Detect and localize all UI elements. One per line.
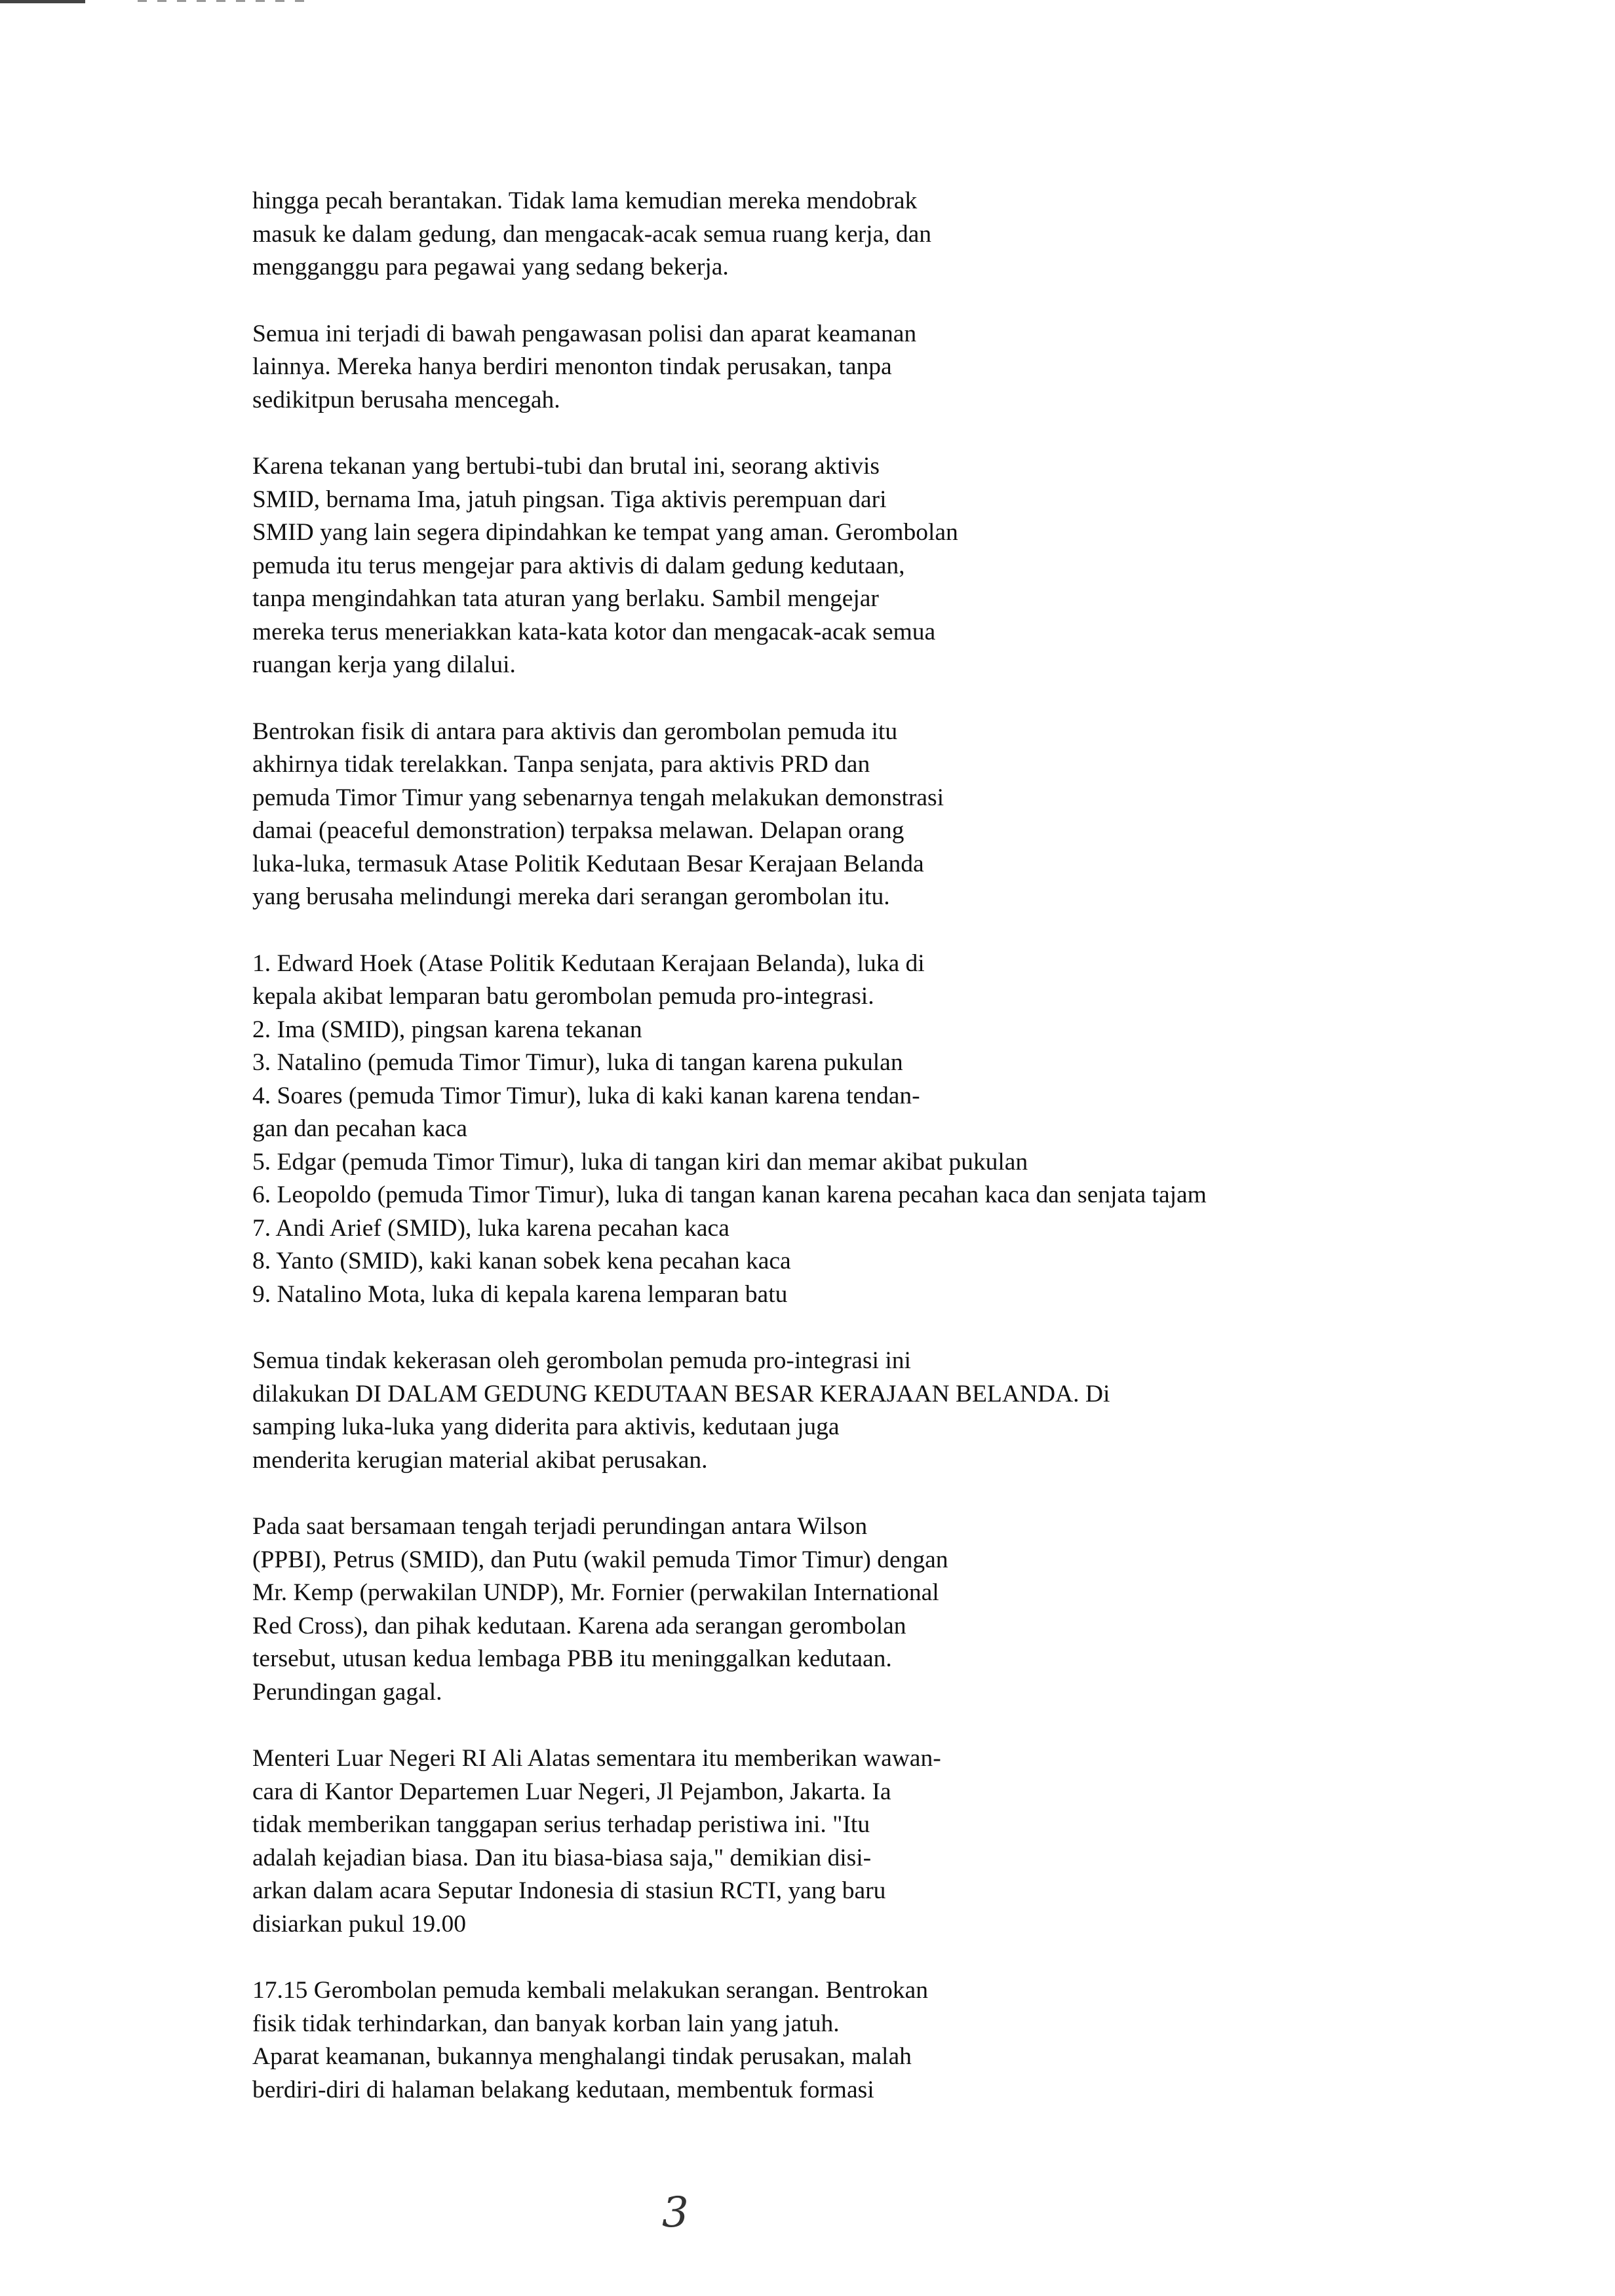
text-line: hingga pecah berantakan. Tidak lama kemudian mereka mendobrak [252, 187, 918, 214]
text-line: 6. Leopoldo (pemuda Timor Timur), luka di tangan kanan karena pecahan kaca dan senjata tajam [252, 1181, 1207, 1208]
scan-edge-dashes [138, 0, 308, 2]
text-line: Aparat keamanan, bukannya menghalangi tindak perusakan, malah [252, 2043, 912, 2070]
text-line: samping luka-luka yang diderita para aktivis, kedutaan juga [252, 1413, 840, 1440]
text-line: Red Cross), dan pihak kedutaan. Karena ada serangan gerombolan [252, 1612, 906, 1639]
text-line: Mr. Kemp (perwakilan UNDP), Mr. Fornier (perwakilan International [252, 1579, 939, 1606]
text-line: Semua tindak kekerasan oleh gerombolan pemuda pro-integrasi ini [252, 1347, 911, 1374]
text-line: Bentrokan fisik di antara para aktivis dan gerombolan pemuda itu [252, 718, 898, 745]
text-line: fisik tidak terhindarkan, dan banyak korban lain yang jatuh. [252, 2010, 840, 2037]
text-line: adalah kejadian biasa. Dan itu biasa-biasa saja," demikian disi- [252, 1844, 872, 1871]
paragraph [252, 1345, 1432, 1477]
text-line: berdiri-diri di halaman belakang kedutaan, membentuk formasi [252, 2076, 874, 2103]
paragraph [252, 450, 1432, 682]
text-line: lainnya. Mereka hanya berdiri menonton tindak perusakan, tanpa [252, 353, 892, 380]
text-line: akhirnya tidak terelakkan. Tanpa senjata, para aktivis PRD dan [252, 751, 870, 778]
text-line: dilakukan DI DALAM GEDUNG KEDUTAAN BESAR KERAJAAN BELANDA. Di [252, 1380, 1110, 1407]
text-line: Perundingan gagal. [252, 1678, 442, 1706]
text-line: menderita kerugian material akibat perusakan. [252, 1446, 708, 1474]
text-line: (PPBI), Petrus (SMID), dan Putu (wakil pemuda Timor Timur) dengan [252, 1546, 948, 1573]
paragraph [252, 1974, 1432, 2107]
paragraph [252, 716, 1432, 914]
text-line: 5. Edgar (pemuda Timor Timur), luka di tangan kiri dan memar akibat pukulan [252, 1148, 1028, 1176]
text-line: ruangan kerja yang dilalui. [252, 651, 516, 678]
paragraph [252, 185, 1432, 284]
text-line: Semua ini terjadi di bawah pengawasan polisi dan aparat keamanan [252, 320, 917, 347]
text-line: masuk ke dalam gedung, dan mengacak-acak semua ruang kerja, dan [252, 220, 932, 248]
text-line: arkan dalam acara Seputar Indonesia di stasiun RCTI, yang baru [252, 1877, 886, 1904]
paragraph [252, 318, 1432, 417]
paragraph [252, 1742, 1432, 1941]
text-line: SMID yang lain segera dipindahkan ke tempat yang aman. Gerombolan [252, 519, 958, 546]
text-line: 2. Ima (SMID), pingsan karena tekanan [252, 1016, 642, 1043]
text-line: mereka terus meneriakkan kata-kata kotor dan mengacak-acak semua [252, 618, 936, 645]
paragraph [252, 947, 1432, 1312]
text-line: sedikitpun berusaha mencegah. [252, 386, 560, 413]
document-page [252, 185, 1432, 2140]
paragraph [252, 1510, 1432, 1709]
text-line: Menteri Luar Negeri RI Ali Alatas sementara itu memberikan wawan- [252, 1745, 941, 1772]
text-line: SMID, bernama Ima, jatuh pingsan. Tiga aktivis perempuan dari [252, 486, 887, 513]
text-line: kepala akibat lemparan batu gerombolan pemuda pro-integrasi. [252, 983, 874, 1010]
text-line: yang berusaha melindungi mereka dari serangan gerombolan itu. [252, 883, 890, 910]
text-line: luka-luka, termasuk Atase Politik Kedutaan Besar Kerajaan Belanda [252, 850, 924, 877]
text-line: 8. Yanto (SMID), kaki kanan sobek kena pecahan kaca [252, 1248, 791, 1274]
text-line: 7. Andi Arief (SMID), luka karena pecahan kaca [252, 1214, 730, 1242]
text-line: 3. Natalino (pemuda Timor Timur), luka di tangan karena pukulan [252, 1049, 903, 1076]
text-line: gan dan pecahan kaca [252, 1115, 467, 1142]
text-line: tanpa mengindahkan tata aturan yang berlaku. Sambil mengejar [252, 585, 879, 612]
text-line: pemuda Timor Timur yang sebenarnya tengah melakukan demonstrasi [252, 784, 944, 811]
text-line: tersebut, utusan kedua lembaga PBB itu meninggalkan kedutaan. [252, 1645, 892, 1672]
text-line: damai (peaceful demonstration) terpaksa melawan. Delapan orang [252, 817, 905, 844]
text-line: Karena tekanan yang bertubi-tubi dan brutal ini, seorang aktivis [252, 453, 880, 480]
text-line: pemuda itu terus mengejar para aktivis di dalam gedung kedutaan, [252, 552, 905, 579]
text-line: tidak memberikan tanggapan serius terhadap peristiwa ini. "Itu [252, 1811, 870, 1838]
text-line: 9. Natalino Mota, luka di kepala karena lemparan batu [252, 1280, 788, 1308]
text-line: 1. Edward Hoek (Atase Politik Kedutaan Kerajaan Belanda), luka di [252, 949, 925, 977]
scan-edge-mark [0, 0, 85, 3]
text-line: Pada saat bersamaan tengah terjadi perundingan antara Wilson [252, 1513, 868, 1540]
text-line: mengganggu para pegawai yang sedang bekerja. [252, 254, 729, 280]
text-line: cara di Kantor Departemen Luar Negeri, Jl Pejambon, Jakarta. Ia [252, 1778, 891, 1805]
text-line: 4. Soares (pemuda Timor Timur), luka di kaki kanan karena tendan- [252, 1082, 920, 1109]
text-line: disiarkan pukul 19.00 [252, 1910, 467, 1938]
text-line: 17.15 Gerombolan pemuda kembali melakukan serangan. Bentrokan [252, 1977, 928, 2004]
page-number: 3 [662, 2189, 689, 2237]
